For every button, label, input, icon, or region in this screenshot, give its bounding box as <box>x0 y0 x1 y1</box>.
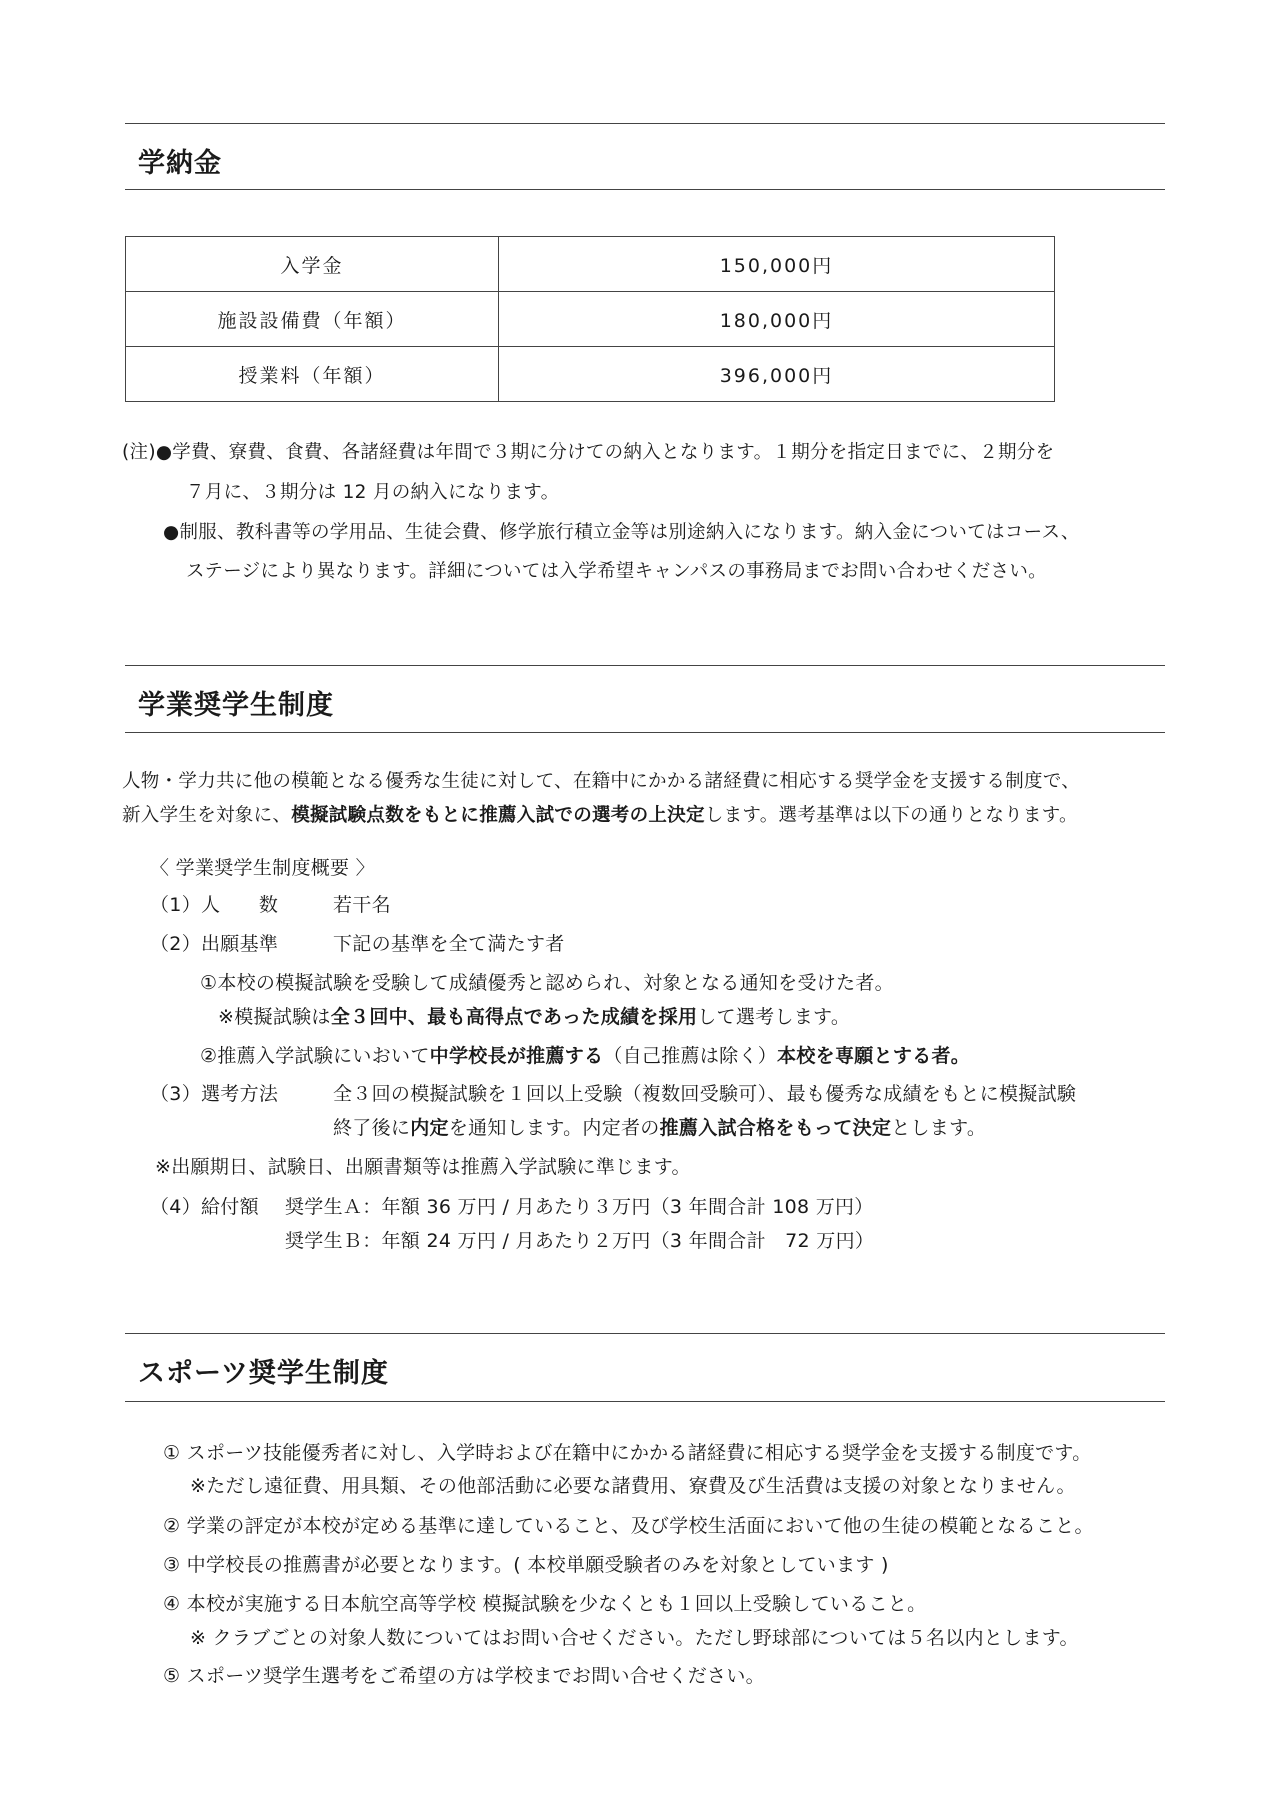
item2-label: （2）出願基準 <box>150 933 279 955</box>
list-item: ※ クラブごとの対象人数についてはお問い合せください。ただし野球部については５名以内とします。 <box>190 1627 1079 1649</box>
fee-note-1-cont: ７月に、３期分は 12 月の納入になります。 <box>186 482 560 503</box>
section-rule-top <box>125 1333 1165 1334</box>
table-row <box>126 292 1055 347</box>
item4-label: （4）給付額 <box>150 1196 259 1218</box>
item1-label: （1）人 数 <box>150 894 279 916</box>
scholarship-a: 奨学生Ａ：年額 36 万円 / 月あたり３万円（3 年間合計 108 万円） <box>285 1196 874 1218</box>
fee-note-2: ●制服、教科書等の学用品、生徒会費、修学旅行積立金等は別途納入になります。納入金についてはコース、 <box>163 522 1080 543</box>
academic-intro-1: 人物・学力共に他の模範となる優秀な生徒に対して、在籍中にかかる諸経費に相応する奨学金を支援する制度で、 <box>122 771 1081 792</box>
fee-note-1: (注)●学費、寮費、食費、各諸経費は年間で３期に分けての納入となります。１期分を指定日までに、２期分を <box>122 442 1055 463</box>
table-row <box>126 347 1055 402</box>
scholarship-b: 奨学生Ｂ：年額 24 万円 / 月あたり２万円（3 年間合計 72 万円） <box>285 1230 875 1252</box>
section-rule-top <box>125 665 1165 666</box>
section-rule-bottom <box>125 1401 1165 1402</box>
list-item: ③ 中学校長の推薦書が必要となります。( 本校単願受験者のみを対象としています ) <box>163 1554 889 1576</box>
overview-heading: 〈 学業奨学生制度概要 〉 <box>150 857 375 879</box>
fee-item: 入学金 <box>126 237 499 292</box>
fee-item: 施設設備費（年額） <box>126 292 499 347</box>
section-rule-bottom <box>125 732 1165 733</box>
fee-note-2-cont: ステージにより異なります。詳細については入学希望キャンパスの事務局までお問い合わせください。 <box>186 561 1047 582</box>
academic-intro-2: 新入学生を対象に、模擬試験点数をもとに推薦入試での選考の上決定します。選考基準は以下の通りとなります。 <box>122 805 1078 826</box>
list-item: ※ただし遠征費、用具類、その他部活動に必要な諸費用、寮費及び生活費は支援の対象となりません。 <box>190 1475 1076 1497</box>
item3-line-1: 全３回の模擬試験を１回以上受験（複数回受験可）、最も優秀な成績をもとに模擬試験 <box>333 1083 1077 1105</box>
fee-amount: 396,000円 <box>499 347 1055 402</box>
criterion-1: ①本校の模擬試験を受験して成績優秀と認められ、対象となる通知を受けた者。 <box>200 972 894 994</box>
item3-line-2: 終了後に内定を通知します。内定者の推薦入試合格をもって決定とします。 <box>333 1117 987 1139</box>
section-rule-top <box>125 123 1165 124</box>
table-row <box>126 237 1055 292</box>
list-item: ① スポーツ技能優秀者に対し、入学時および在籍中にかかる諸経費に相応する奨学金を支援する制度です。 <box>163 1442 1092 1464</box>
criterion-2: ②推薦入学試験にいおいて中学校長が推薦する（自己推薦は除く）本校を専願とする者。 <box>200 1045 971 1067</box>
criterion-1-note: ※模擬試験は全３回中、最も高得点であった成績を採用して選考します。 <box>218 1006 851 1028</box>
fees-title: 学納金 <box>138 148 222 179</box>
sports-title: スポーツ奨学生制度 <box>138 1358 389 1389</box>
fee-amount: 180,000円 <box>499 292 1055 347</box>
fees-table <box>125 236 1055 402</box>
item2-value: 下記の基準を全て満たす者 <box>333 933 565 955</box>
list-item: ④ 本校が実施する日本航空高等学校 模擬試験を少なくとも１回以上受験していること。 <box>163 1593 927 1615</box>
fee-amount: 150,000円 <box>499 237 1055 292</box>
list-item: ② 学業の評定が本校が定める基準に達していること、及び学校生活面において他の生徒の模範となること。 <box>163 1515 1094 1537</box>
academic-title: 学業奨学生制度 <box>138 690 334 721</box>
item3-label: （3）選考方法 <box>150 1083 279 1105</box>
section-rule-bottom <box>125 189 1165 190</box>
application-note: ※出願期日、試験日、出願書類等は推薦入学試験に準じます。 <box>155 1156 691 1178</box>
list-item: ⑤ スポーツ奨学生選考をご希望の方は学校までお問い合せください。 <box>163 1665 765 1687</box>
item1-value: 若干名 <box>333 894 391 916</box>
fee-item: 授業料（年額） <box>126 347 499 402</box>
